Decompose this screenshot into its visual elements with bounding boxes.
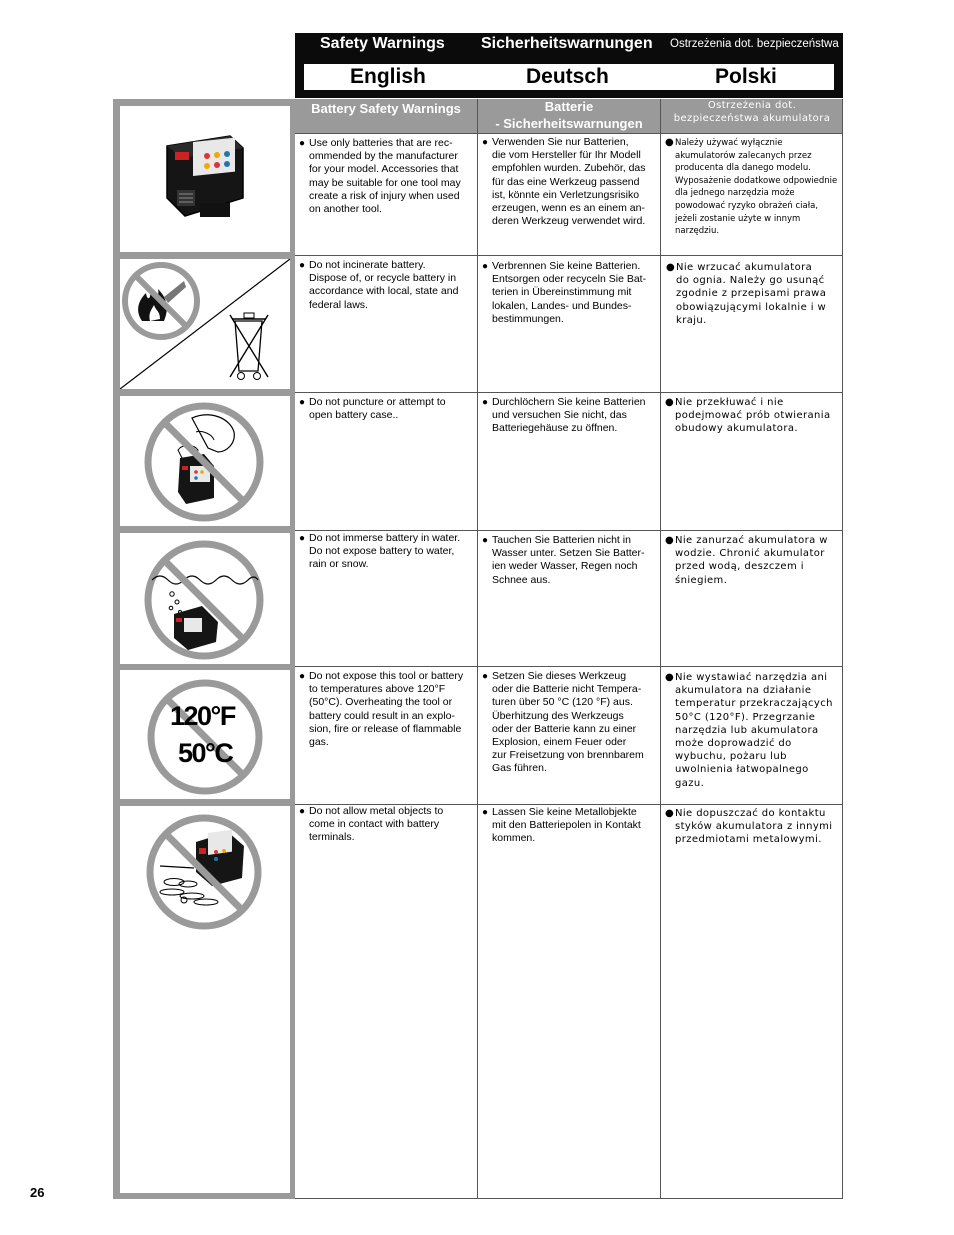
row-divider: [295, 1198, 843, 1199]
header-title-english: Safety Warnings: [320, 35, 445, 52]
temperature-limit-icon: [146, 678, 264, 796]
no-fire-disposal-icon: [120, 259, 290, 389]
temp-celsius: 50°C: [178, 738, 233, 768]
column-divider: [842, 99, 843, 1199]
language-english: English: [350, 65, 426, 88]
row-divider: [295, 255, 843, 256]
warning-polish: ● Nie przekłuwać i nie podejmować prób otwierania obudowy akumulatora.: [665, 397, 831, 435]
language-polish: Polski: [715, 65, 777, 88]
prohibition-circle-icon: [146, 678, 264, 796]
warning-polish: ● Nie wystawiać narzędzia ani akumulatora na działanie temperatur przekraczających 50°C (120°F). Przegrzanie narzędzia lub akumulatora może doprowadzić do wybuchu, pożaru lub uwolnienia łatwopalnego gazu.: [665, 672, 833, 789]
subheader-english: [295, 99, 477, 133]
warning-polish: ● Nie wrzucać akumulatora do ognia. Należy go usunąć zgodnie z przepisami prawa obowiązującymi lokalnie i w kraju.: [666, 262, 827, 326]
subheader-polish-line1: Ostrzeżenia dot.: [707, 100, 797, 111]
header-title-polish: Ostrzeżenia dot. bezpieczeństwa: [670, 38, 839, 50]
warning-german: ● Verbrennen Sie keine Batterien. Entsorgen oder recyceln Sie Bat- terien in Übereinstimmung mit lokalen, Landes- und Bundes- bestimmungen.: [482, 260, 647, 325]
warning-english: ● Use only batteries that are rec- ommended by the manufacturer for your model. Accessories that may be suitable for one tool may create a risk of injury when used on another tool.: [299, 137, 461, 216]
warning-german: ● Tauchen Sie Batterien nicht in Wasser unter. Setzen Sie Batter- ien weder Wasser, Regen noch Schnee aus.: [482, 534, 645, 586]
warning-english: ● Do not immerse battery in water. Do not expose battery to water, rain or snow.: [299, 532, 461, 571]
section-header: [295, 33, 843, 98]
temp-fahrenheit: 120°F: [170, 701, 235, 731]
language-german: Deutsch: [526, 65, 609, 88]
row-divider: [295, 530, 843, 531]
warning-polish: ● Nie dopuszczać do kontaktu styków akumulatora z innymi przedmiotami metalowymi.: [665, 808, 833, 846]
battery-pack-icon: [155, 128, 255, 228]
warning-polish: ● Nie zanurzać akumulatora w wodzie. Chronić akumulator przed wodą, deszczem i śniegiem.: [665, 535, 828, 586]
row-divider: [295, 133, 843, 134]
no-puncture-icon: [142, 400, 266, 524]
warning-english: ● Do not allow metal objects to come in contact with battery terminals.: [299, 805, 444, 844]
no-water-icon: [142, 538, 266, 662]
warning-english: ● Do not incinerate battery. Dispose of, or recycle battery in accordance with local, state and federal laws.: [299, 259, 459, 311]
subheader-german-line1: Batterie: [544, 99, 594, 114]
language-bar: [304, 64, 834, 90]
warning-german: ● Durchlöchern Sie keine Batterien und versuchen Sie nicht, das Batteriegehäuse zu öffnen.: [482, 396, 646, 435]
warning-german: ● Setzen Sie dieses Werkzeug oder die Batterie nicht Tempera- turen über 50 °C (120 °F) aus. Überhitzung des Werkzeugs oder der Batterie kann zu einer Explosion, einem Feuer oder zur Freisetzung von brennbarem Gas führen.: [482, 670, 644, 775]
no-metal-contact-icon: [144, 812, 264, 932]
warning-english: ● Do not puncture or attempt to open battery case..: [299, 396, 446, 422]
header-title-german: Sicherheitswarnungen: [481, 35, 653, 52]
warning-english: ● Do not expose this tool or battery to temperatures above 120°F (50°C). Overheating the tool or battery could result in an explo- sion, fire or release of flammable gas.: [299, 670, 464, 749]
warning-polish: ● Należy używać wyłącznie akumulatorów zalecanych przez producenta dla danego modelu. Wyposażenie dodatkowe odpowiednie dla jednego narzędzia może powodować ryzyko obrażeń ciała, jeżeli zostanie użyte w innym narzędziu.: [665, 137, 838, 237]
subheader-german-line2: - Sicherheitswarnungen: [495, 116, 643, 131]
subheader-german: [478, 99, 660, 133]
subheader-polish-line2: bezpieczeństwa akumulatora: [673, 113, 831, 124]
column-divider: [477, 99, 478, 1199]
page-number: 26: [30, 1185, 45, 1200]
row-divider: [295, 666, 843, 667]
subheader-english-label: Battery Safety Warnings: [311, 101, 461, 116]
warning-german: ● Lassen Sie keine Metallobjekte mit den Batteriepolen in Kontakt kommen.: [482, 806, 641, 845]
column-divider: [660, 99, 661, 1199]
warning-german: ● Verwenden Sie nur Batterien, die vom Hersteller für Ihr Modell empfohlen wurden. Zubehör, das für das eine Werkzeug passend ist, könnte ein Verletzungsrisiko erzeugen, wenn es an einem an- deren Werkzeug verwendet wird.: [482, 136, 646, 228]
row-divider: [295, 392, 843, 393]
subheader-polish: [661, 99, 843, 133]
